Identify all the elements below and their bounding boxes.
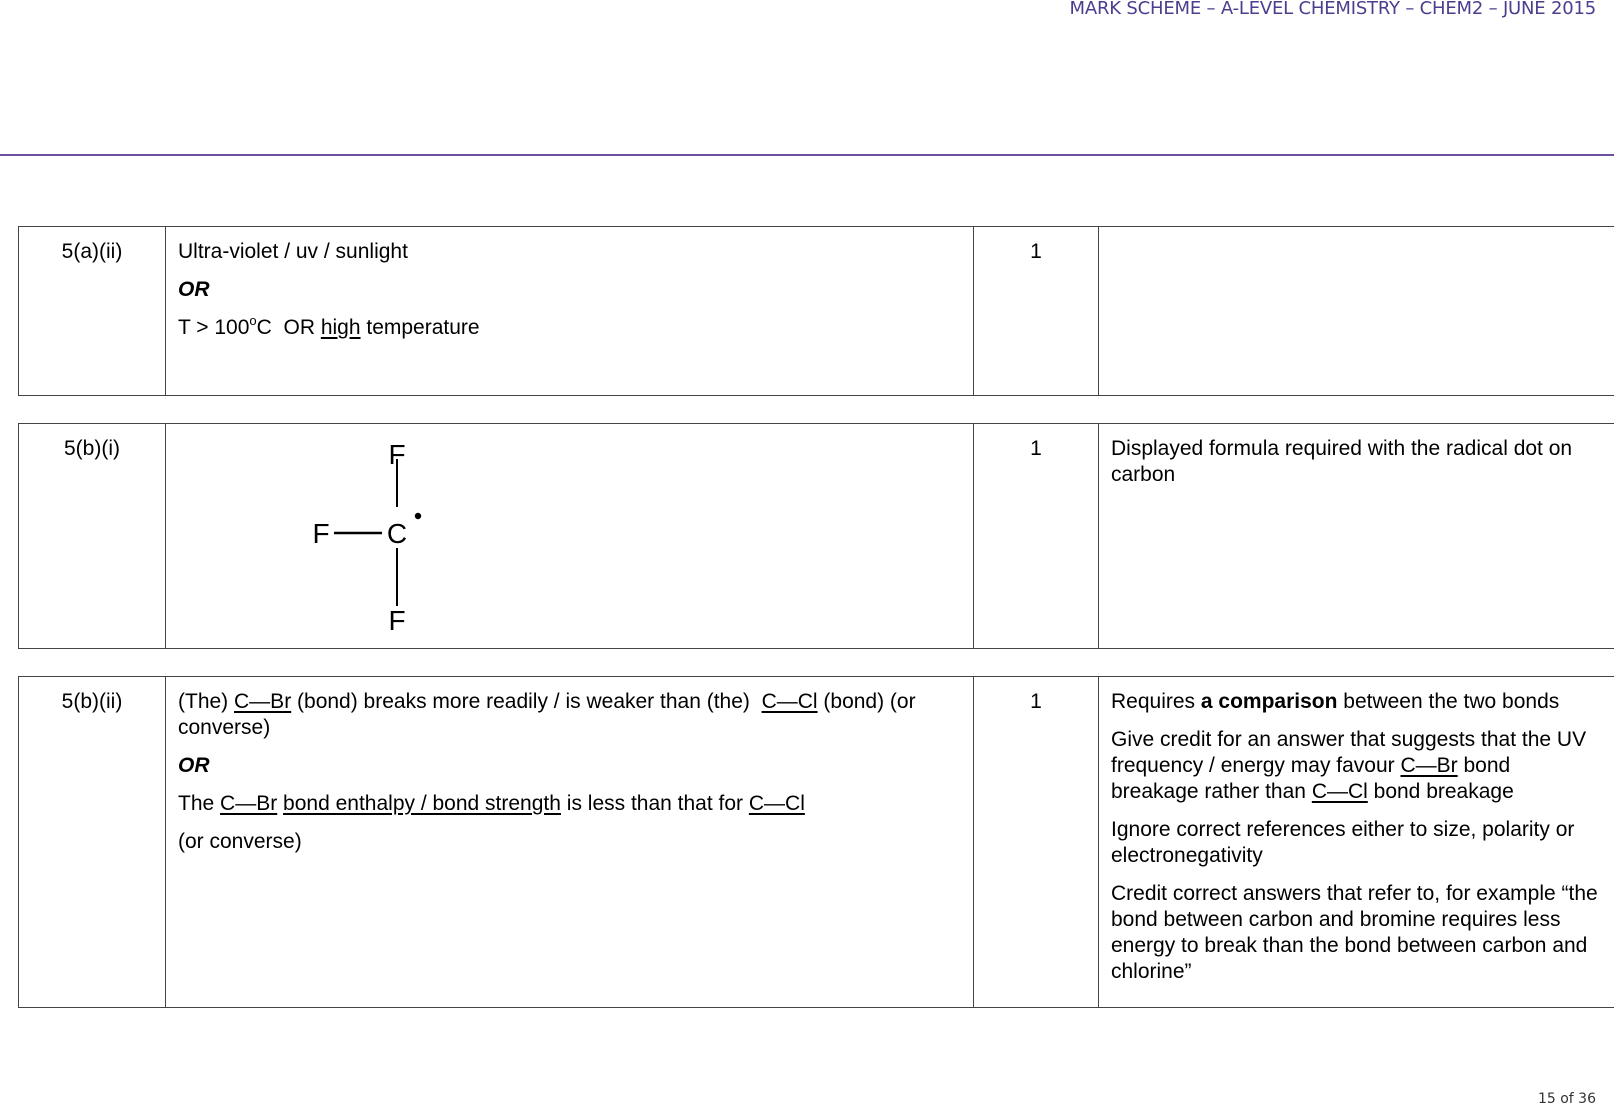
question-number: 5(b)(i) [19, 424, 166, 649]
answer-text: temperature [360, 316, 480, 339]
degree-symbol: o [249, 313, 257, 328]
guidance-line [1111, 727, 1602, 805]
atom-c-center: C [386, 518, 408, 549]
guidance-cell [1099, 677, 1614, 1008]
answer-line: Ultra-violet / uv / sunlight [178, 240, 408, 263]
answer-text: (bond) breaks more readily / is weaker than (the) [291, 690, 762, 713]
table-row [19, 424, 1614, 649]
question-number: 5(b)(ii) [19, 677, 166, 1008]
underlined-term: C—Br [234, 690, 292, 713]
guidance-cell [1099, 227, 1614, 396]
underlined-term: C—Cl [1311, 780, 1368, 803]
or-label: OR [178, 754, 210, 777]
mark-cell: 1 [974, 227, 1099, 396]
answer-cell [166, 677, 974, 1008]
answer-text: (bond) (or converse) [178, 690, 922, 739]
atom-f-bottom: F [388, 605, 406, 636]
guidance-text: between the two bonds [1337, 690, 1560, 713]
answer-line [178, 791, 961, 817]
guidance-line [1111, 689, 1602, 715]
table-row [19, 227, 1614, 396]
underlined-term: high [320, 316, 361, 339]
table-row [19, 677, 1614, 1008]
answer-line [178, 315, 961, 341]
guidance-text: bond breakage [1367, 780, 1514, 803]
answer-cell [166, 227, 974, 396]
underlined-term: C—Cl [761, 690, 818, 713]
answer-line: (or converse) [178, 830, 302, 853]
cf3-radical-structure [166, 424, 974, 636]
underlined-term: C—Br [220, 792, 278, 815]
guidance-text: Requires [1111, 690, 1201, 713]
mark-scheme-table-5b-i [18, 423, 1614, 649]
or-label: OR [178, 278, 210, 301]
underlined-term: bond enthalpy / bond strength [283, 792, 561, 815]
answer-text: (The) [178, 690, 235, 713]
atom-f-top: F [388, 439, 406, 470]
mark-scheme-table-5b-ii [18, 676, 1614, 1008]
atom-f-left: F [312, 518, 330, 549]
answer-line [178, 689, 961, 741]
displayed-formula-diagram [166, 424, 974, 646]
guidance-line: Credit correct answers that refer to, for example “the bond between carbon and bromine requires less energy to break than the bond between carbon and chlorine” [1111, 882, 1598, 983]
mark-scheme-table-5a-ii [18, 226, 1614, 396]
page-header-title: MARK SCHEME – A-LEVEL CHEMISTRY – CHEM2 – JUNE 2015 [1069, 0, 1596, 19]
answer-text: The [178, 792, 221, 815]
guidance-text: Give credit for an answer that suggests that the UV frequency / energy may favour [1111, 728, 1587, 777]
guidance-cell: Displayed formula required with the radical dot on carbon [1099, 424, 1614, 649]
page-number: 15 of 36 [1537, 1091, 1596, 1107]
guidance-line: Ignore correct references either to size, polarity or electronegativity [1111, 818, 1575, 867]
underlined-term: C—Cl [748, 792, 805, 815]
mark-cell: 1 [974, 424, 1099, 649]
answer-text: T > 100 [178, 316, 250, 339]
radical-dot [415, 513, 421, 519]
structure-cell [166, 424, 974, 649]
header-divider [0, 154, 1614, 156]
guidance-bold-text: a comparison [1200, 690, 1338, 713]
answer-text: C OR [256, 316, 321, 339]
question-number: 5(a)(ii) [19, 227, 166, 396]
mark-cell: 1 [974, 677, 1099, 1008]
underlined-term: C—Br [1400, 754, 1458, 777]
answer-text: is less than that for [560, 792, 749, 815]
guidance-text: bond breakage rather than [1111, 754, 1517, 803]
